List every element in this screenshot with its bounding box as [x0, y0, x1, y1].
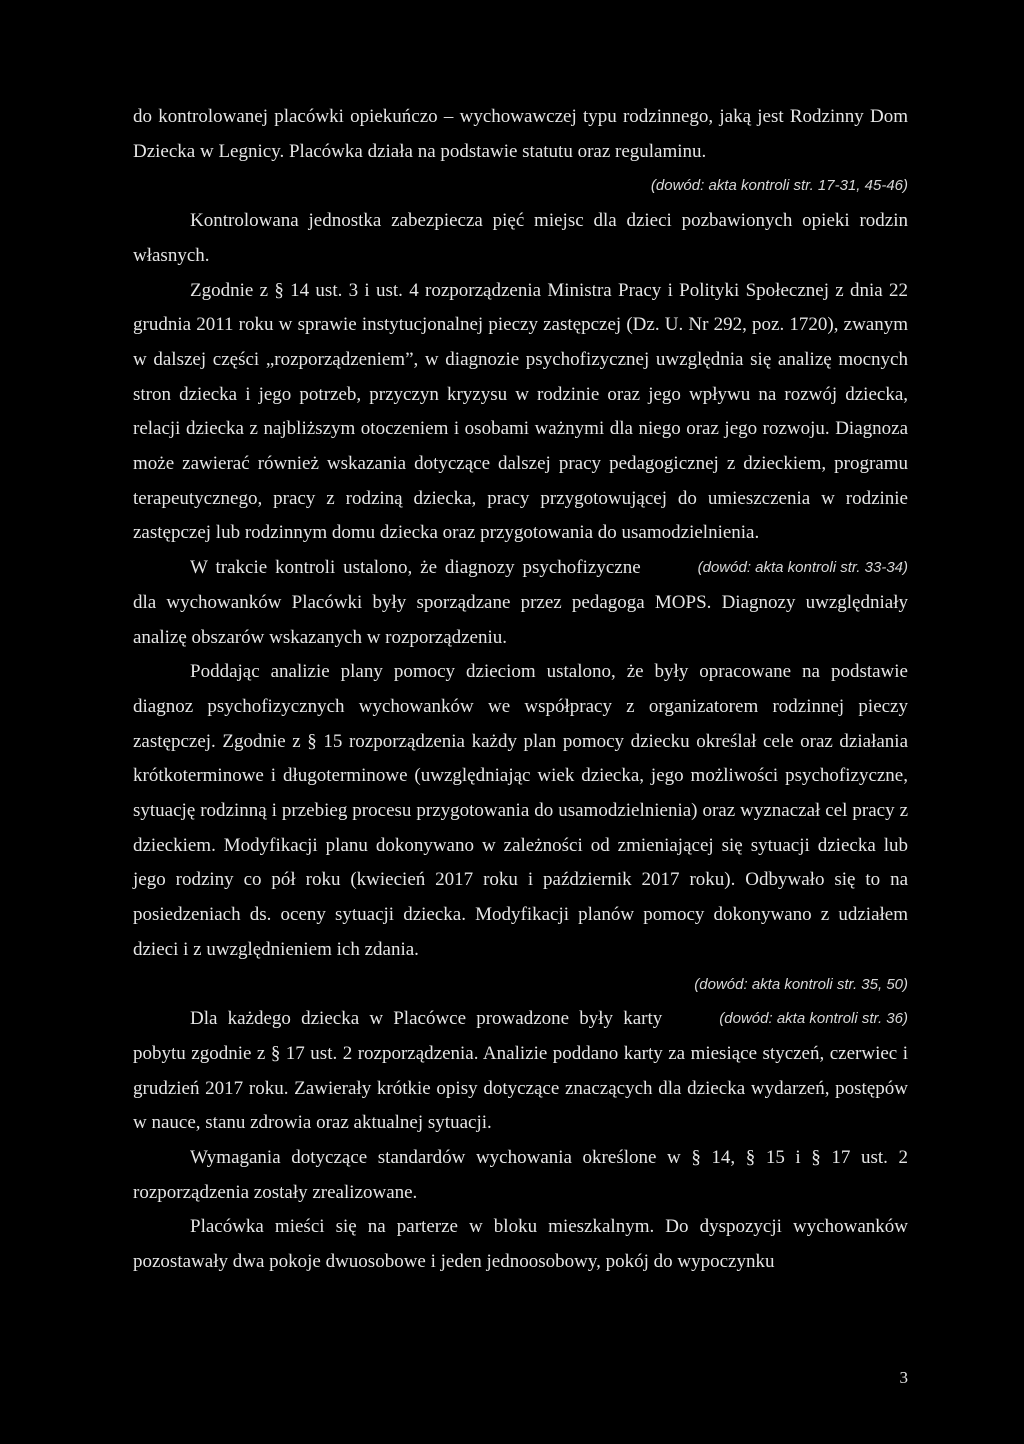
evidence-note: (dowód: akta kontroli str. 17-31, 45-46) [650, 177, 908, 195]
paragraph-karty-pobytu [133, 1002, 908, 1141]
paragraph-kontrola-diagnoz [133, 551, 908, 655]
paragraph-text: Dla każdego dziecka w Placówce prowadzone były karty pobytu zgodnie z § 17 ust. 2 rozporządzenia. Analizie poddano karty za miesiące styczeń, czerwiec i grudzień 2017 roku. Zawierały krótkie opisy dotyczące znaczących dla dziecka wydarzeń, postępów w nauce, stanu zdrowia oraz aktualnej sytuacji. [133, 1008, 908, 1134]
paragraph-placowka-intro: do kontrolowanej placówki opiekuńczo – wychowawczej typu rodzinnego, jaką jest Rodzinny Dom Dziecka w Legnicy. Placówka działa na podstawie statutu oraz regulaminu. [133, 106, 908, 162]
paragraph-diagnoza: Zgodnie z § 14 ust. 3 i ust. 4 rozporządzenia Ministra Pracy i Polityki Społecznej z dnia 22 grudnia 2011 roku w sprawie instytucjonalnej pieczy zastępczej (Dz. U. Nr 292, poz. 1720), zwanym w dalszej części „rozporządzeniem”, w diagnozie psychofizycznej uwzględnia się analizę mocnych stron dziecka i jego potrzeb, przyczyn kryzysu w rodzinie oraz jego wpływu na rozwój dziecka, relacji dziecka z najbliższym otoczeniem i osobami ważnymi dla niego oraz jego rozwoju. Diagnoza może zawierać również wskazania dotyczące dalszej pracy pedagogicznej z dzieckiem, programu terapeutycznego, pracy z rodziną dziecka, pracy przygotowującej do umieszczenia w rodzinie zastępczej lub rodzinnym domu dziecka oraz przygotowania do usamodzielnienia. [133, 279, 908, 544]
evidence-note: (dowód: akta kontroli str. 36) [719, 1010, 908, 1028]
page-number: 3 [899, 1368, 908, 1387]
paragraph-text: W trakcie kontroli ustalono, że diagnozy psychofizyczne dla wychowanków Placówki były sporządzane przez pedagoga MOPS. Diagnozy uwzględniały analizę obszarów wskazanych w rozporządzeniu. [133, 557, 908, 648]
paragraph-wymagania: Wymagania dotyczące standardów wychowania określone w § 14, § 15 i § 17 ust. 2 rozporządzenia zostały zrealizowane. [133, 1147, 908, 1203]
paragraph-miejsca: Kontrolowana jednostka zabezpiecza pięć miejsc dla dzieci pozbawionych opieki rodzin własnych. [133, 210, 908, 266]
paragraph-plany-pomocy: Poddając analizie plany pomocy dzieciom ustalono, że były opracowane na podstawie diagnoz psychofizycznych wychowanków we współpracy z organizatorem rodzinnej pieczy zastępczej. Zgodnie z § 15 rozporządzenia każdy plan pomocy dziecku określał cele oraz działania krótkoterminowe i długoterminowe (uwzględniając wiek dziecka, jego możliwości psychofizyczne, sytuację rodzinną i przebieg procesu przygotowania do usamodzielnienia) oraz wyznaczał cel pracy z dzieckiem. Modyfikacji planu dokonywano w zależności od zmieniającej się sytuacji dziecka lub jego rodziny co pół roku (kwiecień 2017 roku i październik 2017 roku). Odbywało się to na posiedzeniach ds. oceny sytuacji dziecka. Modyfikacji planów pomocy dokonywano z udziałem dzieci i z uwzględnieniem ich zdania. [133, 661, 908, 960]
evidence-note: (dowód: akta kontroli str. 35, 50) [694, 975, 908, 993]
paragraph-lokal: Placówka mieści się na parterze w bloku mieszkalnym. Do dyspozycji wychowanków pozostawały dwa pokoje dwuosobowe i jeden jednoosobowy, pokój do wypoczynku [133, 1216, 908, 1273]
evidence-note: (dowód: akta kontroli str. 33-34) [697, 559, 908, 577]
page-text [133, 100, 908, 1280]
